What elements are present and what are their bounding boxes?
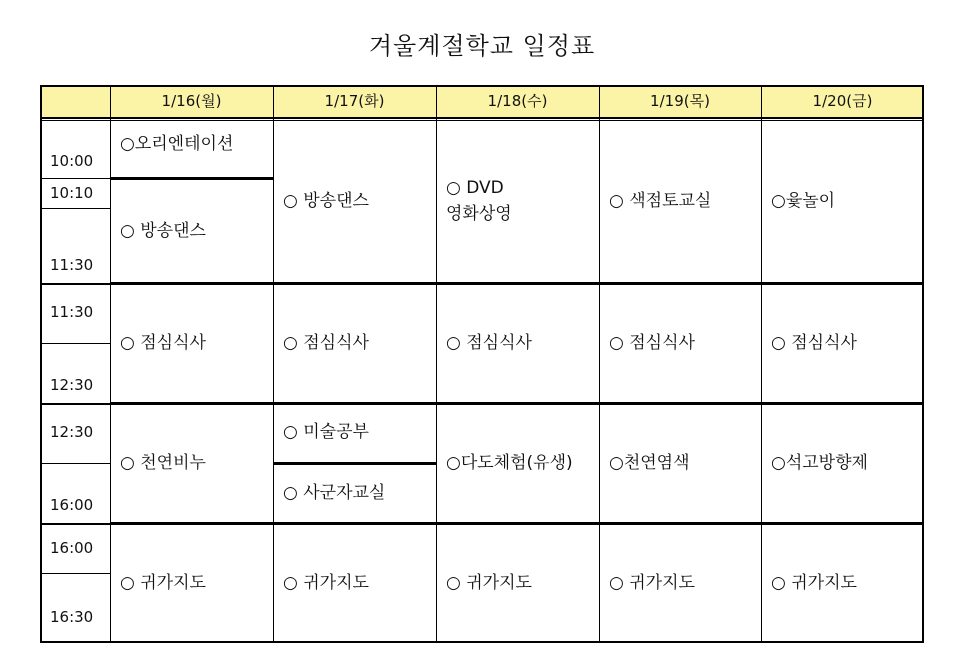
activity-orientation: ○오리엔테이션: [120, 134, 234, 154]
time-label: 16:30: [50, 607, 94, 626]
table-border: [40, 641, 924, 643]
activity-go-home: ○ 귀가지도: [120, 572, 206, 593]
page-title: 겨울계절학교 일정표: [368, 32, 596, 60]
activity-natural-soap: ○ 천연비누: [120, 452, 206, 473]
day-header-fri: 1/20(금): [812, 92, 873, 111]
time-label: 16:00: [50, 539, 94, 557]
header-divider: [40, 117, 924, 119]
column-divider: [273, 85, 274, 643]
block-divider: [110, 522, 924, 525]
column-divider: [599, 85, 600, 643]
table-border: [40, 85, 924, 87]
day-header-mon: 1/16(월): [161, 92, 222, 111]
schedule-table: [40, 85, 924, 643]
day-header-thu: 1/19(목): [650, 92, 710, 111]
table-border: [922, 85, 924, 643]
time-label: 12:30: [50, 375, 94, 394]
activity-tea-ceremony: ○다도체험(유생): [446, 452, 573, 473]
activity-lunch: ○ 점심식사: [446, 332, 532, 353]
block-divider: [110, 282, 924, 285]
time-divider: [40, 573, 110, 574]
column-divider: [436, 85, 437, 643]
day-header-wed: 1/18(수): [487, 92, 548, 111]
time-label: 10:10: [50, 184, 94, 202]
activity-lunch: ○ 점심식사: [120, 332, 206, 353]
activity-lunch: ○ 점심식사: [771, 332, 857, 353]
time-label: 10:00: [50, 151, 94, 170]
time-label: 11:30: [50, 303, 94, 321]
table-border: [40, 85, 42, 643]
activity-dvd-line1: ○ DVD: [446, 177, 504, 198]
time-label: 16:00: [50, 495, 94, 514]
cell-divider: [273, 462, 436, 465]
activity-broadcast-dance: ○ 방송댄스: [283, 190, 369, 211]
activity-dvd-line2: 영화상영: [446, 204, 512, 224]
activity-lunch: ○ 점심식사: [283, 332, 369, 353]
time-divider: [40, 283, 110, 285]
activity-four-gentlemen-class: ○ 사군자교실: [283, 482, 386, 503]
time-divider: [40, 523, 110, 525]
cell-divider: [110, 177, 273, 180]
time-divider: [40, 208, 110, 209]
time-divider: [40, 463, 110, 464]
column-divider: [761, 85, 762, 643]
time-divider: [40, 178, 110, 179]
time-divider: [40, 343, 110, 344]
activity-go-home: ○ 귀가지도: [609, 572, 695, 593]
time-label: 12:30: [50, 423, 94, 441]
activity-clay-class: ○ 색점토교실: [609, 190, 712, 211]
header-divider: [40, 120, 924, 121]
activity-art-study: ○ 미술공부: [283, 422, 369, 443]
activity-go-home: ○ 귀가지도: [771, 572, 857, 593]
activity-go-home: ○ 귀가지도: [446, 572, 532, 593]
activity-plaster-aroma: ○석고방향제: [771, 452, 868, 473]
block-divider: [110, 402, 924, 405]
activity-yutnori: ○윷놀이: [771, 190, 836, 211]
time-label: 11:30: [50, 255, 94, 274]
activity-dvd-movie: [436, 119, 599, 283]
activity-broadcast-dance: ○ 방송댄스: [120, 220, 206, 241]
time-divider: [40, 403, 110, 405]
activity-natural-dye: ○천연염색: [609, 452, 690, 473]
activity-go-home: ○ 귀가지도: [283, 572, 369, 593]
activity-lunch: ○ 점심식사: [609, 332, 695, 353]
column-divider: [110, 85, 111, 643]
day-header-tue: 1/17(화): [324, 92, 385, 111]
